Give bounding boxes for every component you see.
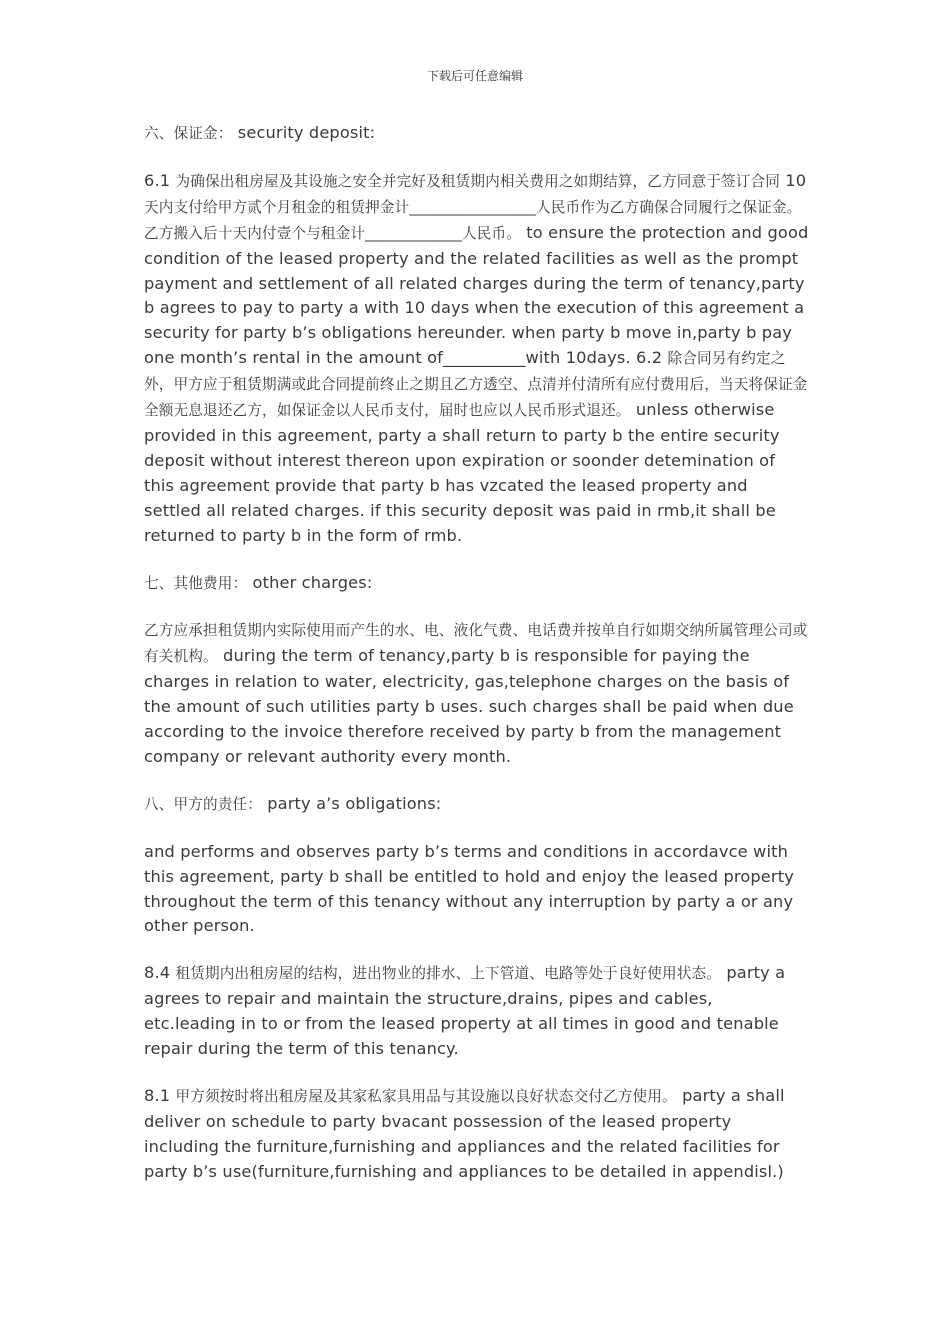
clause-6-1-number: 6.1: [144, 170, 171, 190]
section-6-heading: [144, 121, 809, 147]
clause-8-1-number: 8.1: [144, 1086, 171, 1105]
section-6-heading-en: security deposit:: [237, 123, 376, 142]
clause-6-1-days-number: 10: [785, 170, 807, 190]
document-body: [144, 121, 809, 1185]
clause-8-4-text-cn: 租赁期内出租房屋的结构，进出物业的排水、上下管道、电路等处于良好使用状态。: [175, 965, 722, 983]
clause-8-1-paragraph: [144, 1084, 809, 1185]
section-8-heading-en: party a’s obligations:: [267, 793, 442, 813]
clause-8-1-text-en: party a shall deliver on schedule to party bvacant possession of the leased property including the furniture,furnishing and appliances and the related facilities for party b’s use(furniture,furnishing and appliances to be detailed in appendisl.): [144, 1086, 785, 1181]
section-8-paragraph-a: and performs and observes party b’s terms and conditions in accordavce with this agreement, party b shall be entitled to hold and enjoy the leased property throughout the term of this tenancy without any interruption by party a or any other person.: [144, 841, 794, 936]
clause-8-4-paragraph: [144, 961, 809, 1062]
section-8-heading: [144, 792, 809, 818]
clause-8-4-number: 8.4: [144, 963, 171, 983]
clause-6-2-text-cn: 除合同另有约定之外，甲方应于租赁期满或此合同提前终止之期且乙方透空、点清并付清所有应付费用后，当天将保证金全额无息退还乙方，如保证金以人民币支付，届时也应以人民币形式退还。: [144, 350, 808, 420]
clause-6-2-text-en: unless otherwise provided in this agreement, party a shall return to party b the entire security deposit without interest thereon upon expiration or soonder detemination of this agreement provide that party b has vzcated the leased property and settled all related charges. if this security deposit was paid in rmb,it shall be returned to party b in the form of rmb.: [144, 400, 780, 545]
clause-8-4-text-en: party a agrees to repair and maintain the structure,drains, pipes and cables, etc.leading in to or from the leased property at all times in good and tenable repair during the term of this tenancy.: [144, 963, 786, 1059]
section-7-paragraph: [144, 618, 809, 769]
section-7-text-en: during the term of tenancy,party b is responsible for paying the charges in relation to water, electricity, gas,telephone charges on the basis of the amount of such utilities party b uses. such charges shall be paid when due according to the invoice therefore received by party b from the management company or relevant authority every month.: [144, 646, 794, 766]
section-7-heading-en: other charges:: [252, 572, 373, 592]
clause-6-1-text-cn-a: 为确保出租房屋及其设施之安全并完好及租赁期内相关费用之如期结算，乙方同意于签订合同: [175, 172, 780, 190]
clause-6-1-text-cn-b: 天内支付给甲方贰个月租金的租赁押金计_________________人民币作为乙方确保合同履行之保证金。乙方搬入后十天内付壹个与租金计_____________人民币。: [144, 198, 802, 242]
clause-8-1-text-cn: 甲方须按时将出租房屋及其家私家具用品与其设施以良好状态交付乙方使用。: [175, 1088, 677, 1105]
section-6-heading-cn: 六、保证金：: [144, 125, 233, 142]
page-header: 下载后可任意编辑: [426, 69, 523, 83]
clause-6-1-paragraph: [144, 169, 809, 549]
clause-6-1-text-en: to ensure the protection and good condition of the leased property and the related facilities as well as the prompt payment and settlement of all related charges during the term of tenancy,party b agrees to pay to party a with 10 days when the execution of this agreement a security for party b’s obligations hereunder. when party b move in,party b pay one month’s rental in the amount of__________with 10days. 6.2: [144, 222, 809, 368]
section-7-text-cn: 乙方应承担租赁期内实际使用而产生的水、电、液化气费、电话费并按单自行如期交纳所属管理公司或有关机构。: [144, 622, 808, 666]
section-8-heading-cn: 八、甲方的责任：: [144, 795, 262, 813]
section-7-heading: [144, 571, 809, 597]
section-7-heading-cn: 七、其他费用：: [144, 574, 248, 592]
